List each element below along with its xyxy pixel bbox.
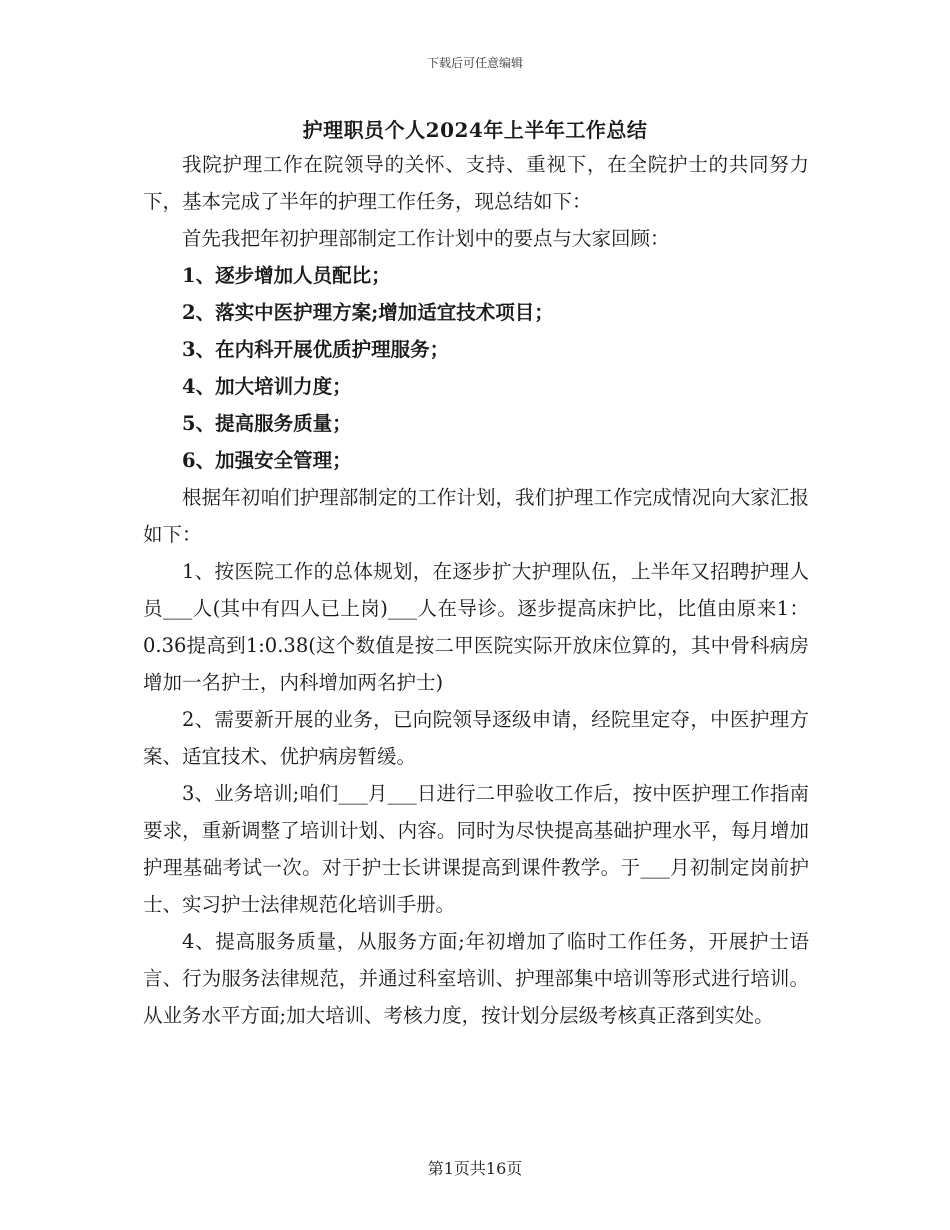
key-point-item: 2、落实中医护理方案;增加适宜技术项目； [182, 301, 554, 324]
report-paragraph: 2、需要新开展的业务，已向院领导逐级申请，经院里定夺，中医护理方案、适宜技术、优护病房暂缓。 [143, 708, 809, 768]
key-point-item: 5、提高服务质量； [182, 412, 352, 435]
document-title: 护理职员个人2024年上半年工作总结 [302, 118, 648, 142]
report-paragraph: 3、业务培训;咱们___月___日进行二甲验收工作后，按中医护理工作指南要求，重新调整了培训计划、内容。同时为尽快提高基础护理水平，每月增加护理基础考试一次。对于护士长讲课提高到课件教学。于___月初制定岗前护士、实习护士法律规范化培训手册。 [143, 782, 809, 916]
key-point-item: 6、加强安全管理； [182, 449, 352, 472]
review-intro-paragraph: 首先我把年初护理部制定工作计划中的要点与大家回顾： [182, 227, 670, 250]
key-point-item: 3、在内科开展优质护理服务； [182, 338, 450, 361]
header-note: 下载后可任意编辑 [426, 56, 523, 70]
page-number: 第1页共16页 [427, 1159, 523, 1178]
report-intro-paragraph: 根据年初咱们护理部制定的工作计划，我们护理工作完成情况向大家汇报如下： [143, 486, 809, 546]
report-paragraph: 1、按医院工作的总体规划，在逐步扩大护理队伍，上半年又招聘护理人员___人(其中有四人已上岗)___人在导诊。逐步提高床护比，比值由原来1：0.36提高到1:0.38(这个数值是按二甲医院实际开放床位算的，其中骨科病房增加一名护士，内科增加两名护士) [143, 560, 809, 694]
key-point-item: 4、加大培训力度； [182, 375, 352, 398]
report-paragraph: 4、提高服务质量，从服务方面;年初增加了临时工作任务，开展护士语言、行为服务法律规范，并通过科室培训、护理部集中培训等形式进行培训。从业务水平方面;加大培训、考核力度，按计划分层级考核真正落到实处。 [143, 930, 809, 1027]
intro-paragraph: 我院护理工作在院领导的关怀、支持、重视下，在全院护士的共同努力下，基本完成了半年的护理工作任务，现总结如下： [143, 153, 809, 213]
document-body [143, 146, 809, 1034]
key-point-item: 1、逐步增加人员配比； [182, 264, 391, 287]
